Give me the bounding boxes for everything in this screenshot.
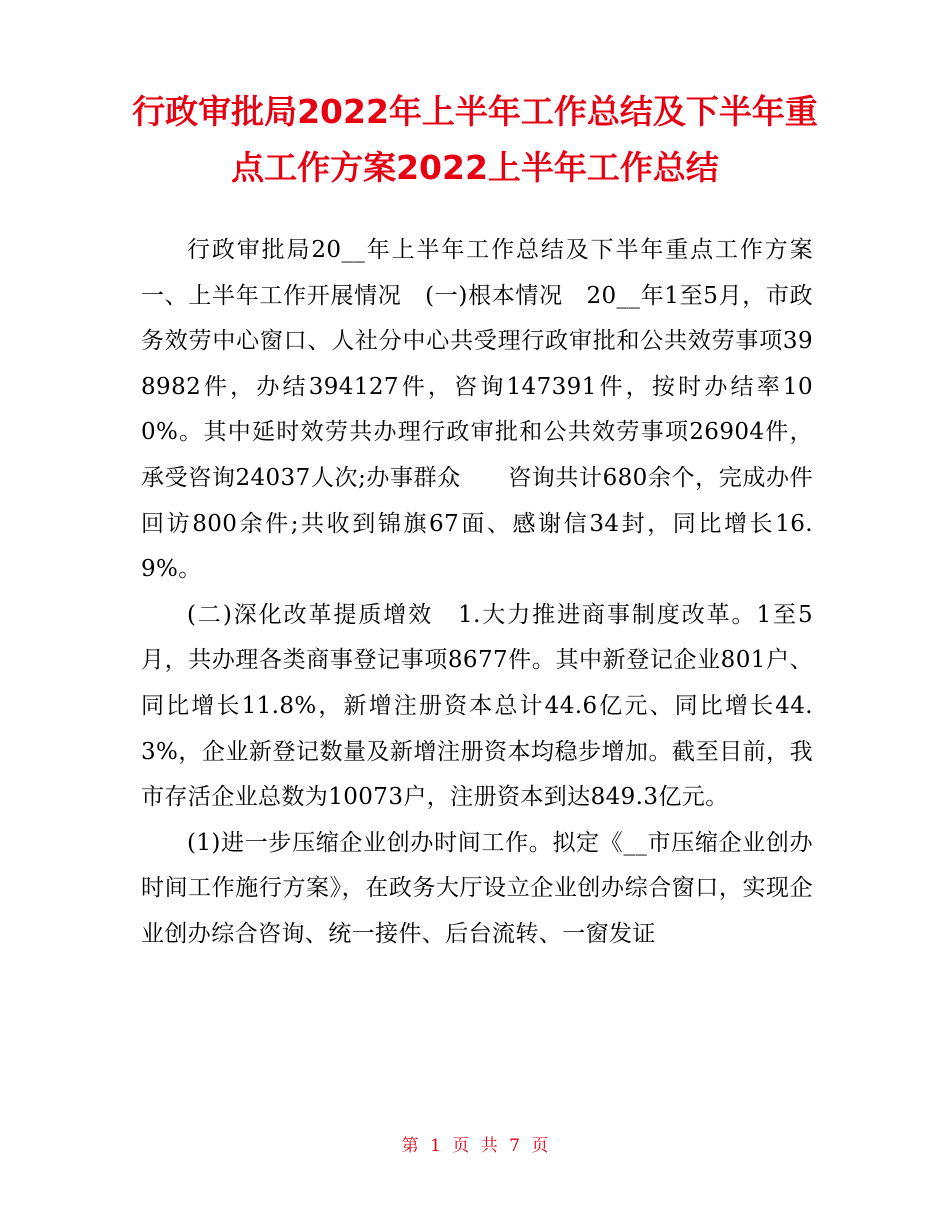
document-body	[141, 228, 837, 958]
page-number-footer: 第 1 页 共 7 页	[401, 1136, 549, 1156]
paragraph-startup-time: (1)进一步压缩企业创办时间工作。拟定《__市压缩企业创办时间工作施行方案》，在政务大厅设立企业创办综合窗口，实现企业创办综合咨询、统一接件、后台流转、一窗发证	[141, 829, 813, 947]
document-title: 行政审批局2022年上半年工作总结及下半年重点工作方案2022上半年工作总结	[132, 92, 818, 187]
paragraph-reform: (二)深化改革提质增效 1.大力推进商事制度改革。1至5月，共办理各类商事登记事项8677件。其中新登记企业801户、同比增长11.8%，新增注册资本总计44.6亿元、同比增长44.3%，企业新登记数量及新增注册资本均稳步增加。截至目前，我市存活企业总数为10073户，注册资本到达849.3亿元。	[141, 601, 813, 811]
paragraph-overview: 行政审批局20__年上半年工作总结及下半年重点工作方案 一、上半年工作开展情况 (一)根本情况 20__年1至5月，市政务效劳中心窗口、人社分中心共受理行政审批和公共效劳事项398982件，办结394127件，咨询147391件，按时办结率100%。其中延时效劳共办理行政审批和公共效劳事项26904件，承受咨询24037人次;办事群众 咨询共计680余个，完成办件回访800余件;共收到锦旗67面、感谢信34封，同比增长16.9%。	[141, 237, 837, 583]
